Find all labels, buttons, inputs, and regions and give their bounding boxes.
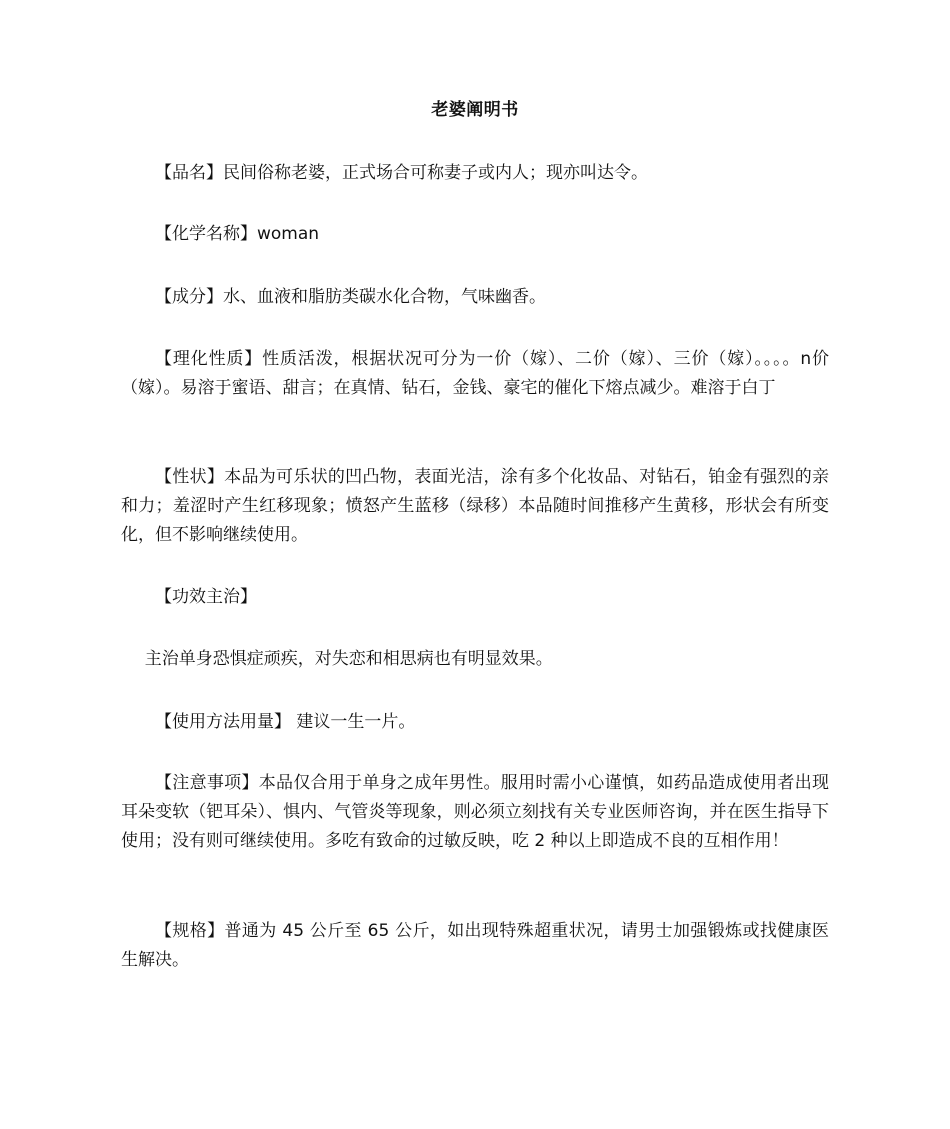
document-title: 老婆阐明书 [431,100,519,120]
paragraph-effects-body: 主治单身恐惧症顽疾，对失恋和相思病也有明显效果。 [144,649,553,669]
paragraph-product-name: 【品名】民间俗称老婆，正式场合可称妻子或内人；现亦叫达令。 [155,163,648,183]
paragraph-ingredients: 【成分】水、血液和脂肪类碳水化合物，气味幽香。 [155,287,546,307]
paragraph-appearance: 【性状】本品为可乐状的凹凸物，表面光洁，涂有多个化妆品、对钻石，铂金有强烈的亲和力；羞涩时产生红移现象；愤怒产生蓝移（绿移）本品随时间推移产生黄移，形状会有所变化，但不影响继续使用。 [121,467,829,545]
paragraph-usage: 【使用方法用量】 建议一生一片。 [155,712,416,732]
paragraph-chemical-name: 【化学名称】woman [155,224,320,244]
paragraph-precautions: 【注意事项】本品仅合用于单身之成年男性。服用时需小心谨慎，如药品造成使用者出现耳朵变软（钯耳朵）、惧内、气管炎等现象，则必须立刻找有关专业医师咨询，并在医生指导下使用；没有则可继续使用。多吃有致命的过敏反映，吃 2 种以上即造成不良的互相作用！ [121,773,829,851]
paragraph-specifications: 【规格】普通为 45 公斤至 65 公斤，如出现特殊超重状况，请男士加强锻炼或找健康医生解决。 [121,921,829,970]
paragraph-effects-heading: 【功效主治】 [155,587,257,607]
paragraph-properties: 【理化性质】性质活泼，根据状况可分为一价（嫁）、二价（嫁）、三价（嫁）。。。。n价（嫁）。易溶于蜜语、甜言；在真情、钻石，金钱、豪宅的催化下熔点减少。难溶于白丁 [121,349,829,398]
